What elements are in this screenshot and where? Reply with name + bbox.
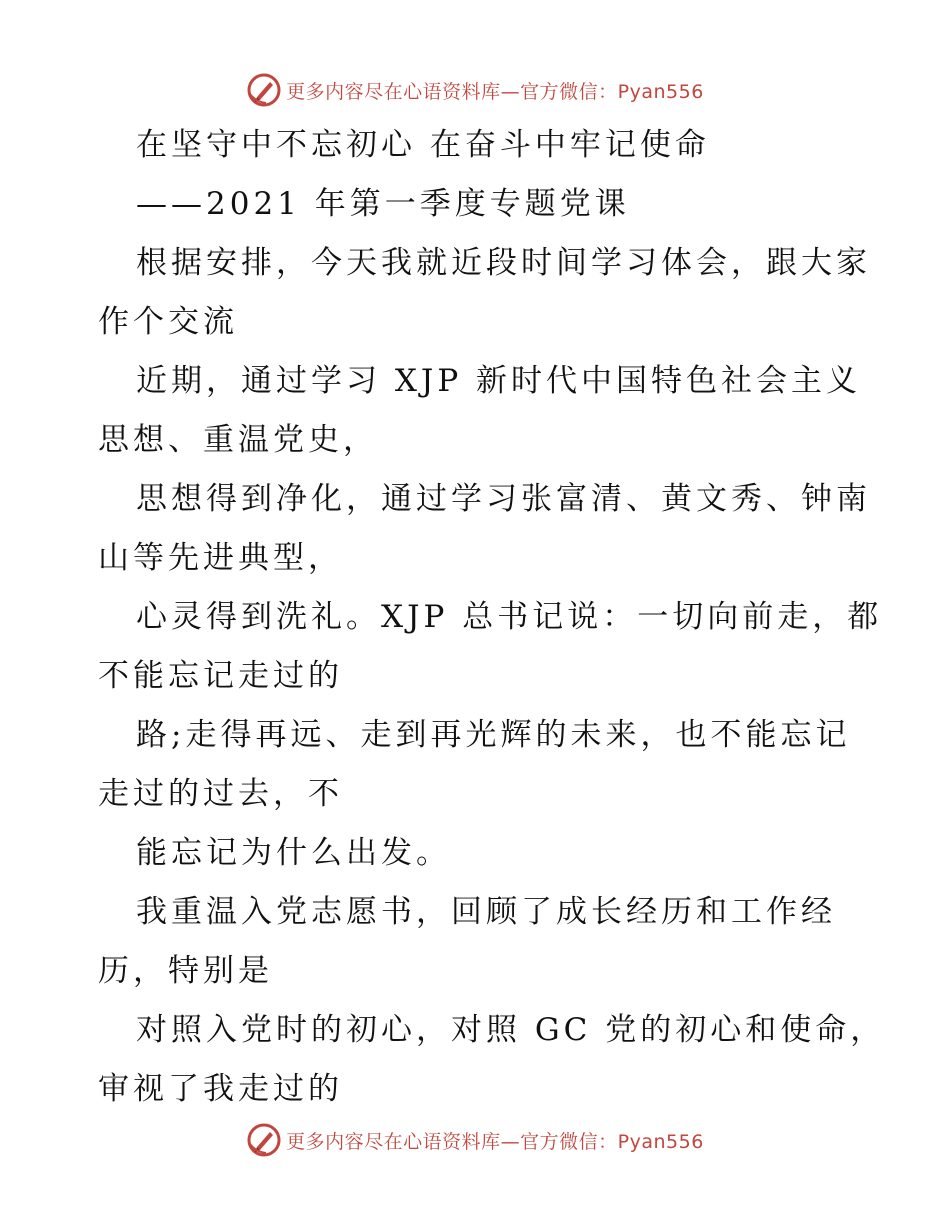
text-line: 对照入党时的初心，对照 GC 党的初心和使命， [136, 1012, 886, 1048]
wechat-id: Pyan556 [617, 80, 704, 103]
text-line: 我重温入党志愿书，回顾了成长经历和工作经 [136, 894, 836, 930]
text-line: ——2021 年第一季度专题党课 [136, 186, 630, 222]
text-line: 心灵得到洗礼。XJP 总书记说：一切向前走，都 [136, 599, 883, 635]
text-line: 近期，通过学习 XJP 新时代中国特色社会主义 [136, 363, 862, 399]
text-line: 走过的过去，不 [98, 776, 343, 812]
banner-text: 更多内容尽在心语资料库—官方微信：Pyan556 [286, 1130, 704, 1153]
text-line: 审视了我走过的 [98, 1071, 343, 1107]
document-body [98, 116, 886, 1119]
text-line: 根据安排，今天我就近段时间学习体会，跟大家 [136, 245, 871, 281]
text-line: 在坚守中不忘初心 在奋斗中牢记使命 [136, 127, 710, 163]
footer-banner [0, 1120, 950, 1160]
text-line: 路;走得再远、走到再光辉的未来，也不能忘记 [136, 717, 851, 753]
text-line: 历，特别是 [98, 953, 273, 989]
header-banner [0, 70, 950, 110]
text-line: 思想、重温党史， [98, 422, 378, 458]
wechat-id: Pyan556 [617, 1130, 704, 1153]
text-line: 能忘记为什么出发。 [136, 835, 451, 871]
text-line: 思想得到净化，通过学习张富清、黄文秀、钟南 [136, 481, 871, 517]
pen-logo-icon [246, 1122, 282, 1158]
banner-text: 更多内容尽在心语资料库—官方微信：Pyan556 [286, 80, 704, 103]
pen-logo-icon [246, 72, 282, 108]
text-line: 不能忘记走过的 [98, 658, 343, 694]
text-line: 作个交流 [98, 304, 238, 340]
text-line: 山等先进典型， [98, 540, 343, 576]
